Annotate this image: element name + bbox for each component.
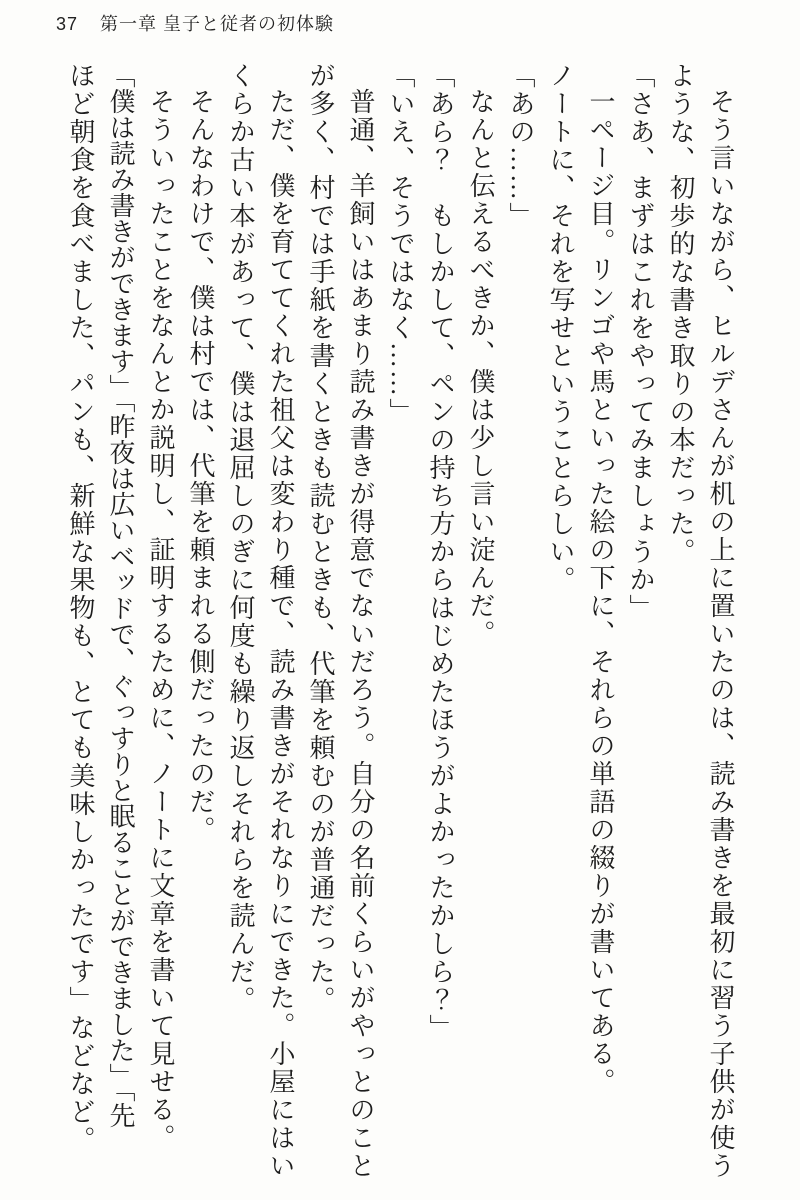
page-number: 37 [56, 14, 79, 34]
text-column: なんと伝えるべきか、僕は少し言い淀んだ。 [466, 88, 495, 648]
text-column: ような、初歩的な書き取りの本だった。 [666, 62, 695, 566]
text-column: が多く、村では手紙を書くときも読むときも、代筆を頼むのが普通だった。 [306, 62, 335, 1014]
text-body [60, 62, 740, 1190]
text-column: そういったことをなんとか説明し、証明するために、ノートに文章を書いて見せる。 [146, 88, 175, 1152]
text-column: 「僕は読み書きができます」「昨夜は広いベッドで、ぐっすりと眠ることができました」「先 [106, 62, 135, 1128]
running-head [56, 10, 334, 36]
text-column: 「さあ、まずはこれをやってみましょうか」 [626, 62, 655, 622]
text-column: 「あら？ もしかして、ペンの持ち方からはじめたほうがよかったかしら？」 [426, 62, 455, 1042]
text-column: くらか古い本があって、僕は退屈しのぎに何度も繰り返しそれらを読んだ。 [226, 62, 255, 1014]
text-column: ノートに、それを写せということらしい。 [546, 62, 575, 594]
text-column: 「いえ、そうではなく……」 [386, 62, 415, 426]
text-column: ほど朝食を食べました、パンも、新鮮な果物も、とても美味しかったです」などなど。 [66, 62, 95, 1154]
text-column: そう言いながら、ヒルデさんが机の上に置いたのは、読み書きを最初に習う子供が使う [706, 88, 735, 1180]
text-column: 普通、羊飼いはあまり読み書きが得意でないだろう。自分の名前くらいがやっとのこと [346, 88, 375, 1180]
text-column: そんなわけで、僕は村では、代筆を頼まれる側だったのだ。 [186, 88, 215, 844]
text-column: 「あの……」 [506, 62, 535, 230]
text-column: ただ、僕を育ててくれた祖父は変わり種で、読み書きがそれなりにできた。小屋にはい [266, 88, 295, 1180]
chapter-title: 第一章 皇子と従者の初体験 [100, 14, 335, 34]
text-column: 一ページ目。リンゴや馬といった絵の下に、それらの単語の綴りが書いてある。 [586, 88, 615, 1096]
